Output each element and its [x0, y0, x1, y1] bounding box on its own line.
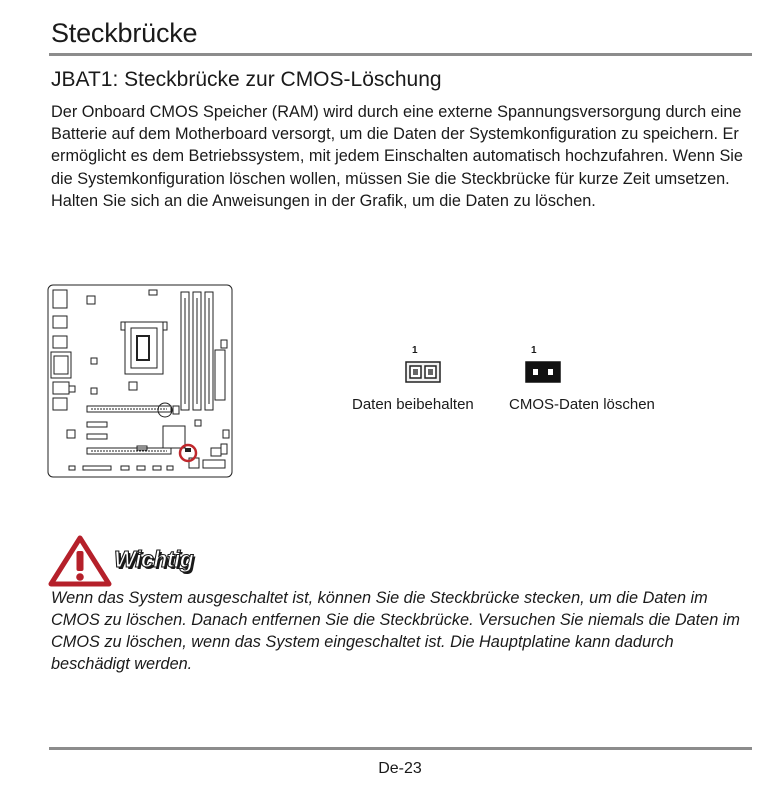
jumper-shorted-caption: CMOS-Daten löschen [509, 396, 655, 413]
jumper-open [404, 348, 444, 384]
jumper-open-caption: Daten beibehalten [352, 396, 474, 413]
jbat1-highlight [180, 445, 196, 461]
section-title: JBAT1: Steckbrücke zur CMOS-Löschung [51, 68, 442, 91]
jumper-shorted-pin-label: 1 [531, 345, 537, 356]
warning-triangle-icon [48, 535, 112, 587]
warning-heading: Wichtig [114, 546, 194, 572]
jumper-illustrations [340, 340, 700, 430]
warning-text: Wenn das System ausgeschaltet ist, können Sie die Steckbrücke stecken, um die Daten im CMOS zu löschen. Danach entfernen Sie die Steckbrücke. Versuchen Sie niemals die Daten im CMOS zu löschen, wenn das System eingeschaltet ist. Die Hauptplatine kann dadurch beschädigt werden. [51, 589, 740, 673]
title-divider [49, 53, 752, 56]
jumper-shorted [524, 348, 564, 384]
footer-divider [49, 747, 752, 750]
page-title: Steckbrücke [51, 18, 198, 48]
page-number: De-23 [378, 760, 422, 777]
intro-paragraph: Der Onboard CMOS Speicher (RAM) wird durch eine externe Spannungsversorgung durch eine Batterie auf dem Motherboard versorgt, um die Daten der Systemkonfiguration zu speichern. Er ermöglicht es dem Betriebssystem, mit jedem Einschalten automatisch hochzufahren. Wenn Sie die Systemkonfiguration löschen wollen, müssen Sie die Steckbrücke für kurze Zeit umsetzen. Halten Sie sich an die Anweisungen in der Grafik, um die Daten zu löschen. [51, 103, 743, 210]
jumper-open-pin-label: 1 [412, 345, 418, 356]
motherboard-diagram [45, 282, 235, 480]
